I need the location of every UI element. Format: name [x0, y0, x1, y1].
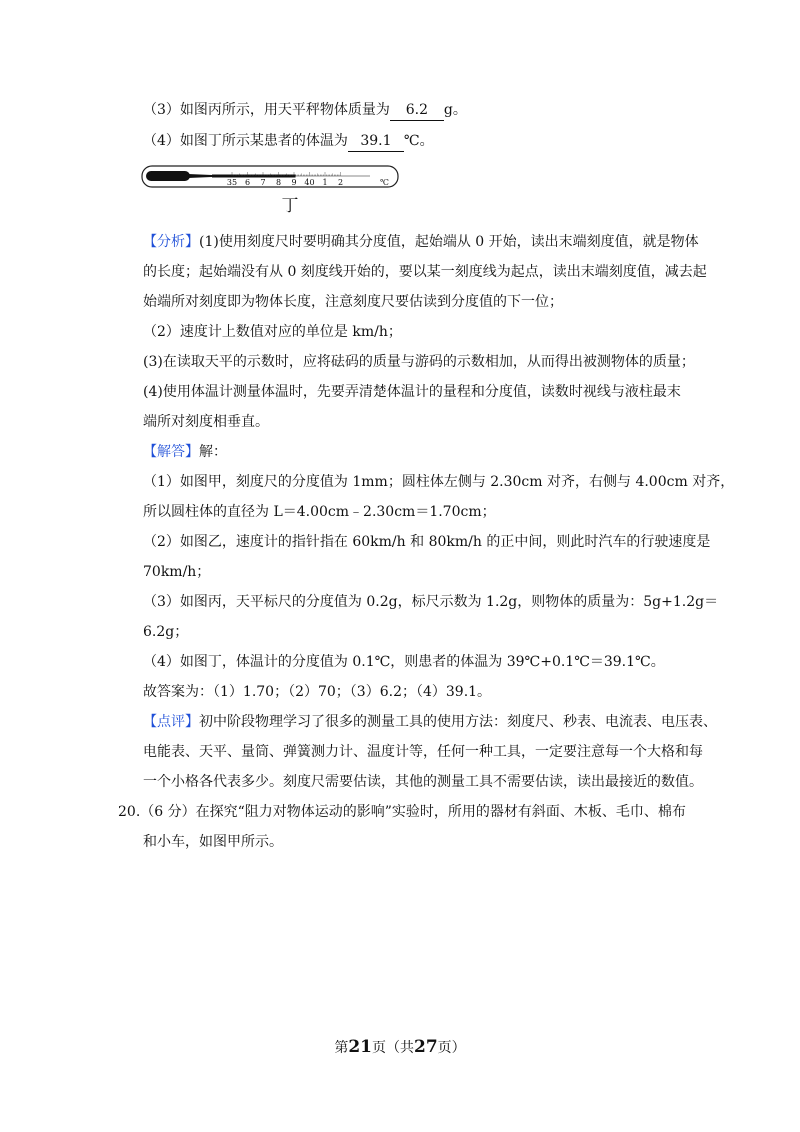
page-footer: 第21页（共27页） [334, 1037, 466, 1057]
scale-label: 7 [260, 178, 266, 187]
scale-label: 6 [244, 178, 251, 187]
answer-line-4: 70km/h； [143, 564, 211, 580]
comment-line-1: 【点评】初中阶段物理学习了很多的测量工具的使用方法：刻度尺、秒表、电流表、电压表、 [143, 714, 717, 730]
page-total: 27 [414, 1037, 438, 1057]
comment-line-2: 电能表、天平、量筒、弹簧测力计、温度计等，任何一种工具，一定要注意每一个大格和每 [143, 744, 703, 760]
figure-caption: 丁 [281, 196, 299, 213]
scale-label: 40 [304, 178, 315, 187]
thermometer-bulb [146, 171, 190, 181]
question-4: （4）如图丁所示某患者的体温为 39.1 ℃。 [143, 131, 434, 152]
answer-line-1: （1）如图甲，刻度尺的分度值为 1mm；圆柱体左侧与 2.30cm 对齐，右侧与 4.00cm 对齐， [143, 474, 735, 490]
q4-answer-blank: 39.1 [348, 131, 404, 152]
answer-line-3: （2）如图乙，速度计的指针指在 60km/h 和 80km/h 的正中间，则此时汽车的行驶速度是 [143, 534, 711, 550]
analysis-line-6: (4)使用体温计测量体温时，先要弄清楚体温计的量程和分度值，读数时视线与液柱最末 [143, 384, 681, 400]
scale-label: 9 [291, 178, 297, 187]
answer-line-2: 所以圆柱体的直径为 L＝4.00cm﹣2.30cm＝1.70cm； [143, 504, 496, 520]
comment-line-3: 一个小格各代表多少。刻度尺需要估读，其他的测量工具不需要估读，读出最接近的数值。 [143, 774, 703, 790]
answer-line-6: 6.2g； [143, 624, 189, 640]
analysis-line-4: （2）速度计上数值对应的单位是 km/h； [143, 324, 402, 340]
analysis-line-7: 端所对刻度相垂直。 [143, 414, 269, 430]
q3-answer-blank: 6.2 [390, 100, 444, 121]
analysis-line-1: 【分析】(1)使用刻度尺时要明确其分度值，起始端从 0 开始，读出末端刻度值，就是物体 [143, 234, 699, 250]
analysis-line-3: 始端所对刻度即为物体长度，注意刻度尺要估读到分度值的下一位； [143, 294, 563, 310]
question-3: （3）如图丙所示，用天平秤物体质量为 6.2 g。 [143, 100, 467, 121]
answer-line-5: （3）如图丙，天平标尺的分度值为 0.2g，标尺示数为 1.2g，则物体的质量为：5g+1.2g＝ [143, 594, 719, 610]
answer-line-7: （4）如图丁，体温计的分度值为 0.1℃，则患者的体温为 39℃+0.1℃＝39.1℃。 [143, 654, 665, 670]
scale-label: 1 [322, 178, 328, 187]
scale-label: 2 [337, 178, 344, 187]
comment-tag: 【点评】 [143, 714, 199, 730]
page-number: 21 [348, 1037, 372, 1057]
thermometer-figure [140, 163, 402, 213]
thermometer-unit-label: ℃ [380, 178, 389, 187]
analysis-line-2: 的长度；起始端没有从 0 刻度线开始的，要以某一刻度线为起点，读出末端刻度值，减去起 [143, 264, 707, 280]
scale-label: 35 [226, 178, 238, 187]
analysis-tag: 【分析】 [143, 234, 199, 250]
answer-heading: 【解答】解： [143, 444, 227, 460]
question-20-line-2: 和小车，如图甲所示。 [143, 834, 283, 850]
analysis-line-5: (3)在读取天平的示数时，应将砝码的质量与游码的示数相加，从而得出被测物体的质量； [143, 354, 695, 370]
answer-tag: 【解答】 [143, 444, 199, 460]
question-20-line-1: 20.（6 分）在探究“阻力对物体运动的影响”实验时，所用的器材有斜面、木板、毛巾、棉布 [118, 804, 686, 820]
scale-label: 8 [275, 178, 282, 187]
final-answer: 故答案为：（1）1.70；（2）70；（3）6.2；（4）39.1。 [143, 684, 492, 700]
